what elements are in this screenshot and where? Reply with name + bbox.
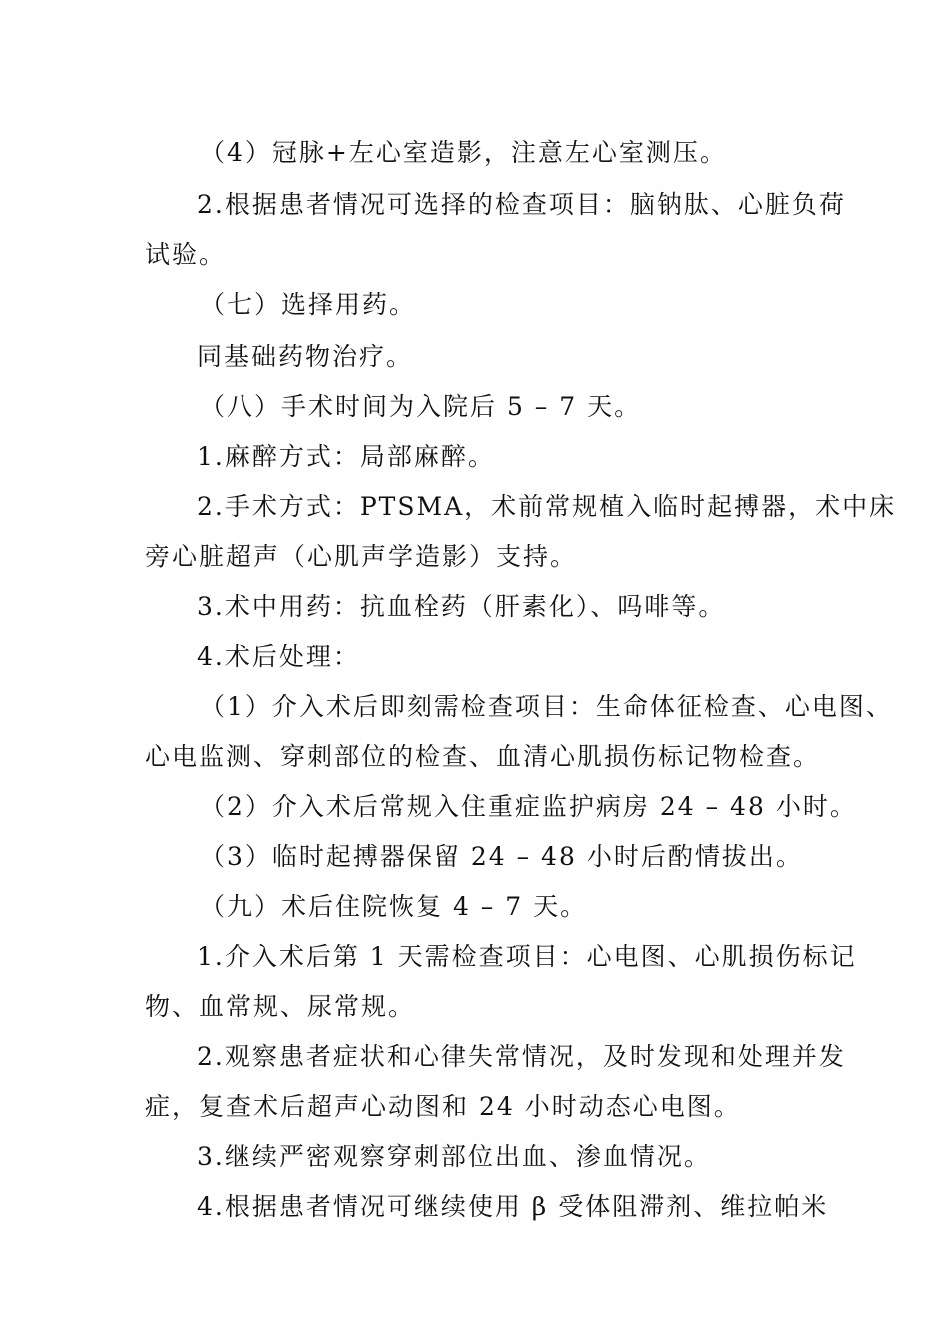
text-line: 2.手术方式：PTSMA，术前常规植入临时起搏器，术中床: [197, 492, 897, 521]
text-line: 3.术中用药：抗血栓药（肝素化）、吗啡等。: [197, 592, 726, 621]
text-line: 同基础药物治疗。: [197, 342, 414, 371]
section-heading: （八）手术时间为入院后 5 – 7 天。: [200, 392, 642, 421]
text-line: 旁心脏超声（心肌声学造影）支持。: [145, 542, 578, 571]
section-heading: （七）选择用药。: [200, 290, 417, 319]
text-line: 物、血常规、尿常规。: [145, 992, 416, 1021]
text-line: 1.介入术后第 1 天需检查项目：心电图、心肌损伤标记: [197, 942, 857, 971]
text-line: 2.观察患者症状和心律失常情况，及时发现和处理并发: [197, 1042, 846, 1071]
text-line: 试验。: [145, 240, 227, 269]
text-line: 4.术后处理：: [197, 642, 360, 671]
text-line: 症，复查术后超声心动图和 24 小时动态心电图。: [145, 1092, 741, 1121]
text-line: 2.根据患者情况可选择的检查项目：脑钠肽、心脏负荷: [197, 190, 846, 219]
text-line: 4.根据患者情况可继续使用 β 受体阻滞剂、维拉帕米: [197, 1192, 829, 1221]
text-line: 心电监测、穿刺部位的检查、血清心肌损伤标记物检查。: [145, 742, 821, 771]
text-line: 3.继续严密观察穿刺部位出血、渗血情况。: [197, 1142, 711, 1171]
section-heading: （九）术后住院恢复 4 – 7 天。: [200, 892, 588, 921]
text-line: 1.麻醉方式：局部麻醉。: [197, 442, 495, 471]
text-line: （1）介入术后即刻需检查项目：生命体征检查、心电图、: [200, 692, 893, 721]
text-line: （2）介入术后常规入住重症监护病房 24 – 48 小时。: [200, 792, 857, 821]
text-line: （4）冠脉+左心室造影，注意左心室测压。: [200, 138, 727, 167]
text-line: （3）临时起搏器保留 24 – 48 小时后酌情拔出。: [200, 842, 803, 871]
